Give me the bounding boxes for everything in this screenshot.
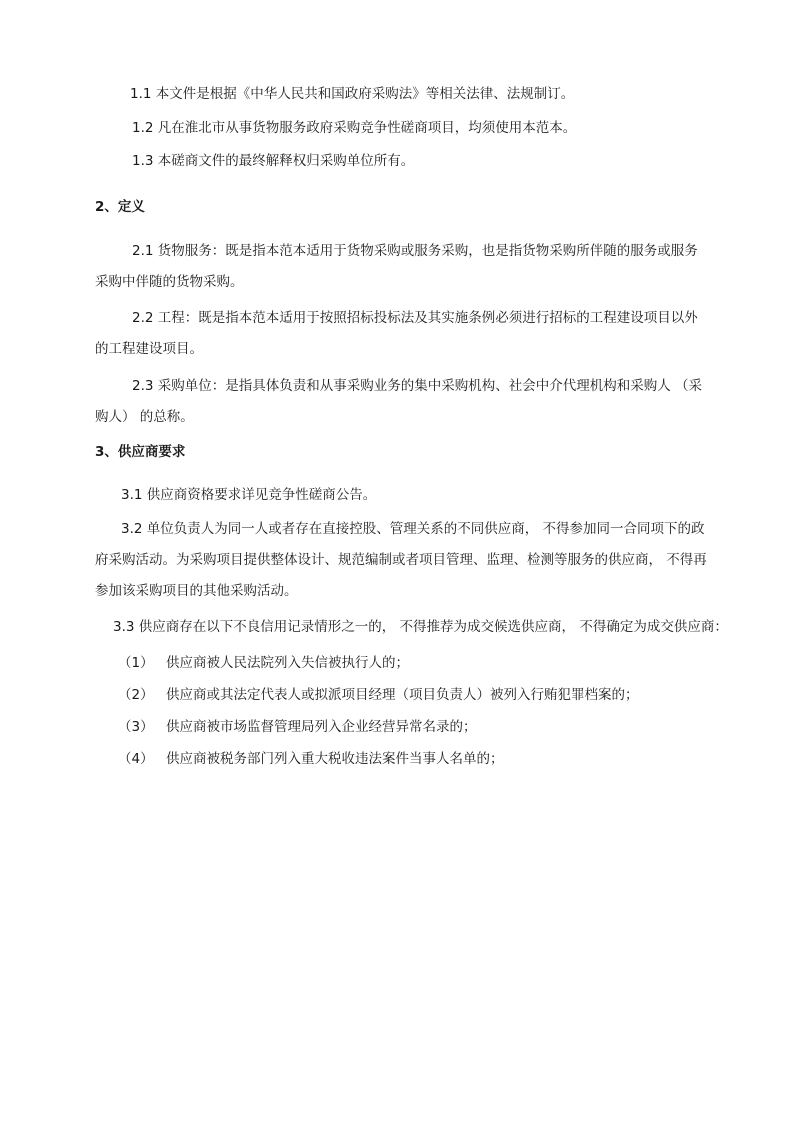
list-item — [118, 750, 504, 768]
clause-2-3-line1: 2.3 采购单位：是指具体负责和从事采购业务的集中采购机构、社会中介代理机构和采购人 （采 — [132, 378, 703, 394]
clause-3-1: 3.1 供应商资格要求详见竞争性磋商公告。 — [121, 487, 377, 503]
clause-2-1-line1: 2.1 货物服务：既是指本范本适用于货物采购或服务采购，也是指货物采购所伴随的服务或服务 — [132, 243, 698, 259]
clause-3-2-line3: 参加该采购项目的其他采购活动。 — [95, 583, 298, 599]
list-item-text: 供应商被税务部门列入重大税收违法案件当事人名单的； — [166, 751, 504, 767]
section-2-heading: 2、定义 — [95, 199, 145, 215]
clause-2-2-line2: 的工程建设项目。 — [95, 341, 203, 357]
clause-2-3-line2: 购人） 的总称。 — [95, 409, 194, 425]
clause-3-3: 3.3 供应商存在以下不良信用记录情形之一的， 不得推荐为成交候选供应商， 不得确定为成交供应商： — [113, 619, 728, 635]
section-3-heading: 3、供应商要求 — [95, 444, 186, 460]
list-item — [118, 718, 477, 736]
clause-1-1: 1.1 本文件是根据《中华人民共和国政府采购法》等相关法律、法规制订。 — [130, 86, 575, 102]
clause-3-2-line1: 3.2 单位负责人为同一人或者存在直接控股、管理关系的不同供应商， 不得参加同一合同项下的政 — [121, 521, 705, 537]
list-item-text: 供应商被人民法院列入失信被执行人的； — [166, 655, 409, 671]
list-item-text: 供应商被市场监督管理局列入企业经营异常名录的； — [166, 719, 477, 735]
list-item-number: （1） — [118, 655, 154, 671]
clause-3-2-line2: 府采购活动。为采购项目提供整体设计、规范编制或者项目管理、监理、检测等服务的供应商， 不得再 — [95, 552, 707, 568]
clause-1-3: 1.3 本磋商文件的最终解释权归采购单位所有。 — [132, 153, 415, 169]
clause-2-1-line2: 采购中伴随的货物采购。 — [95, 274, 244, 290]
list-item-number: （3） — [118, 719, 154, 735]
list-item-text: 供应商或其法定代表人或拟派项目经理（项目负责人）被列入行贿犯罪档案的； — [166, 687, 639, 703]
list-item — [118, 654, 409, 672]
list-item-number: （2） — [118, 687, 154, 703]
clause-1-2: 1.2 凡在淮北市从事货物服务政府采购竞争性磋商项目，均须使用本范本。 — [132, 120, 577, 136]
list-item — [118, 686, 639, 704]
list-item-number: （4） — [118, 751, 154, 767]
clause-2-2-line1: 2.2 工程：既是指本范本适用于按照招标投标法及其实施条例必须进行招标的工程建设项目以外 — [132, 310, 698, 326]
